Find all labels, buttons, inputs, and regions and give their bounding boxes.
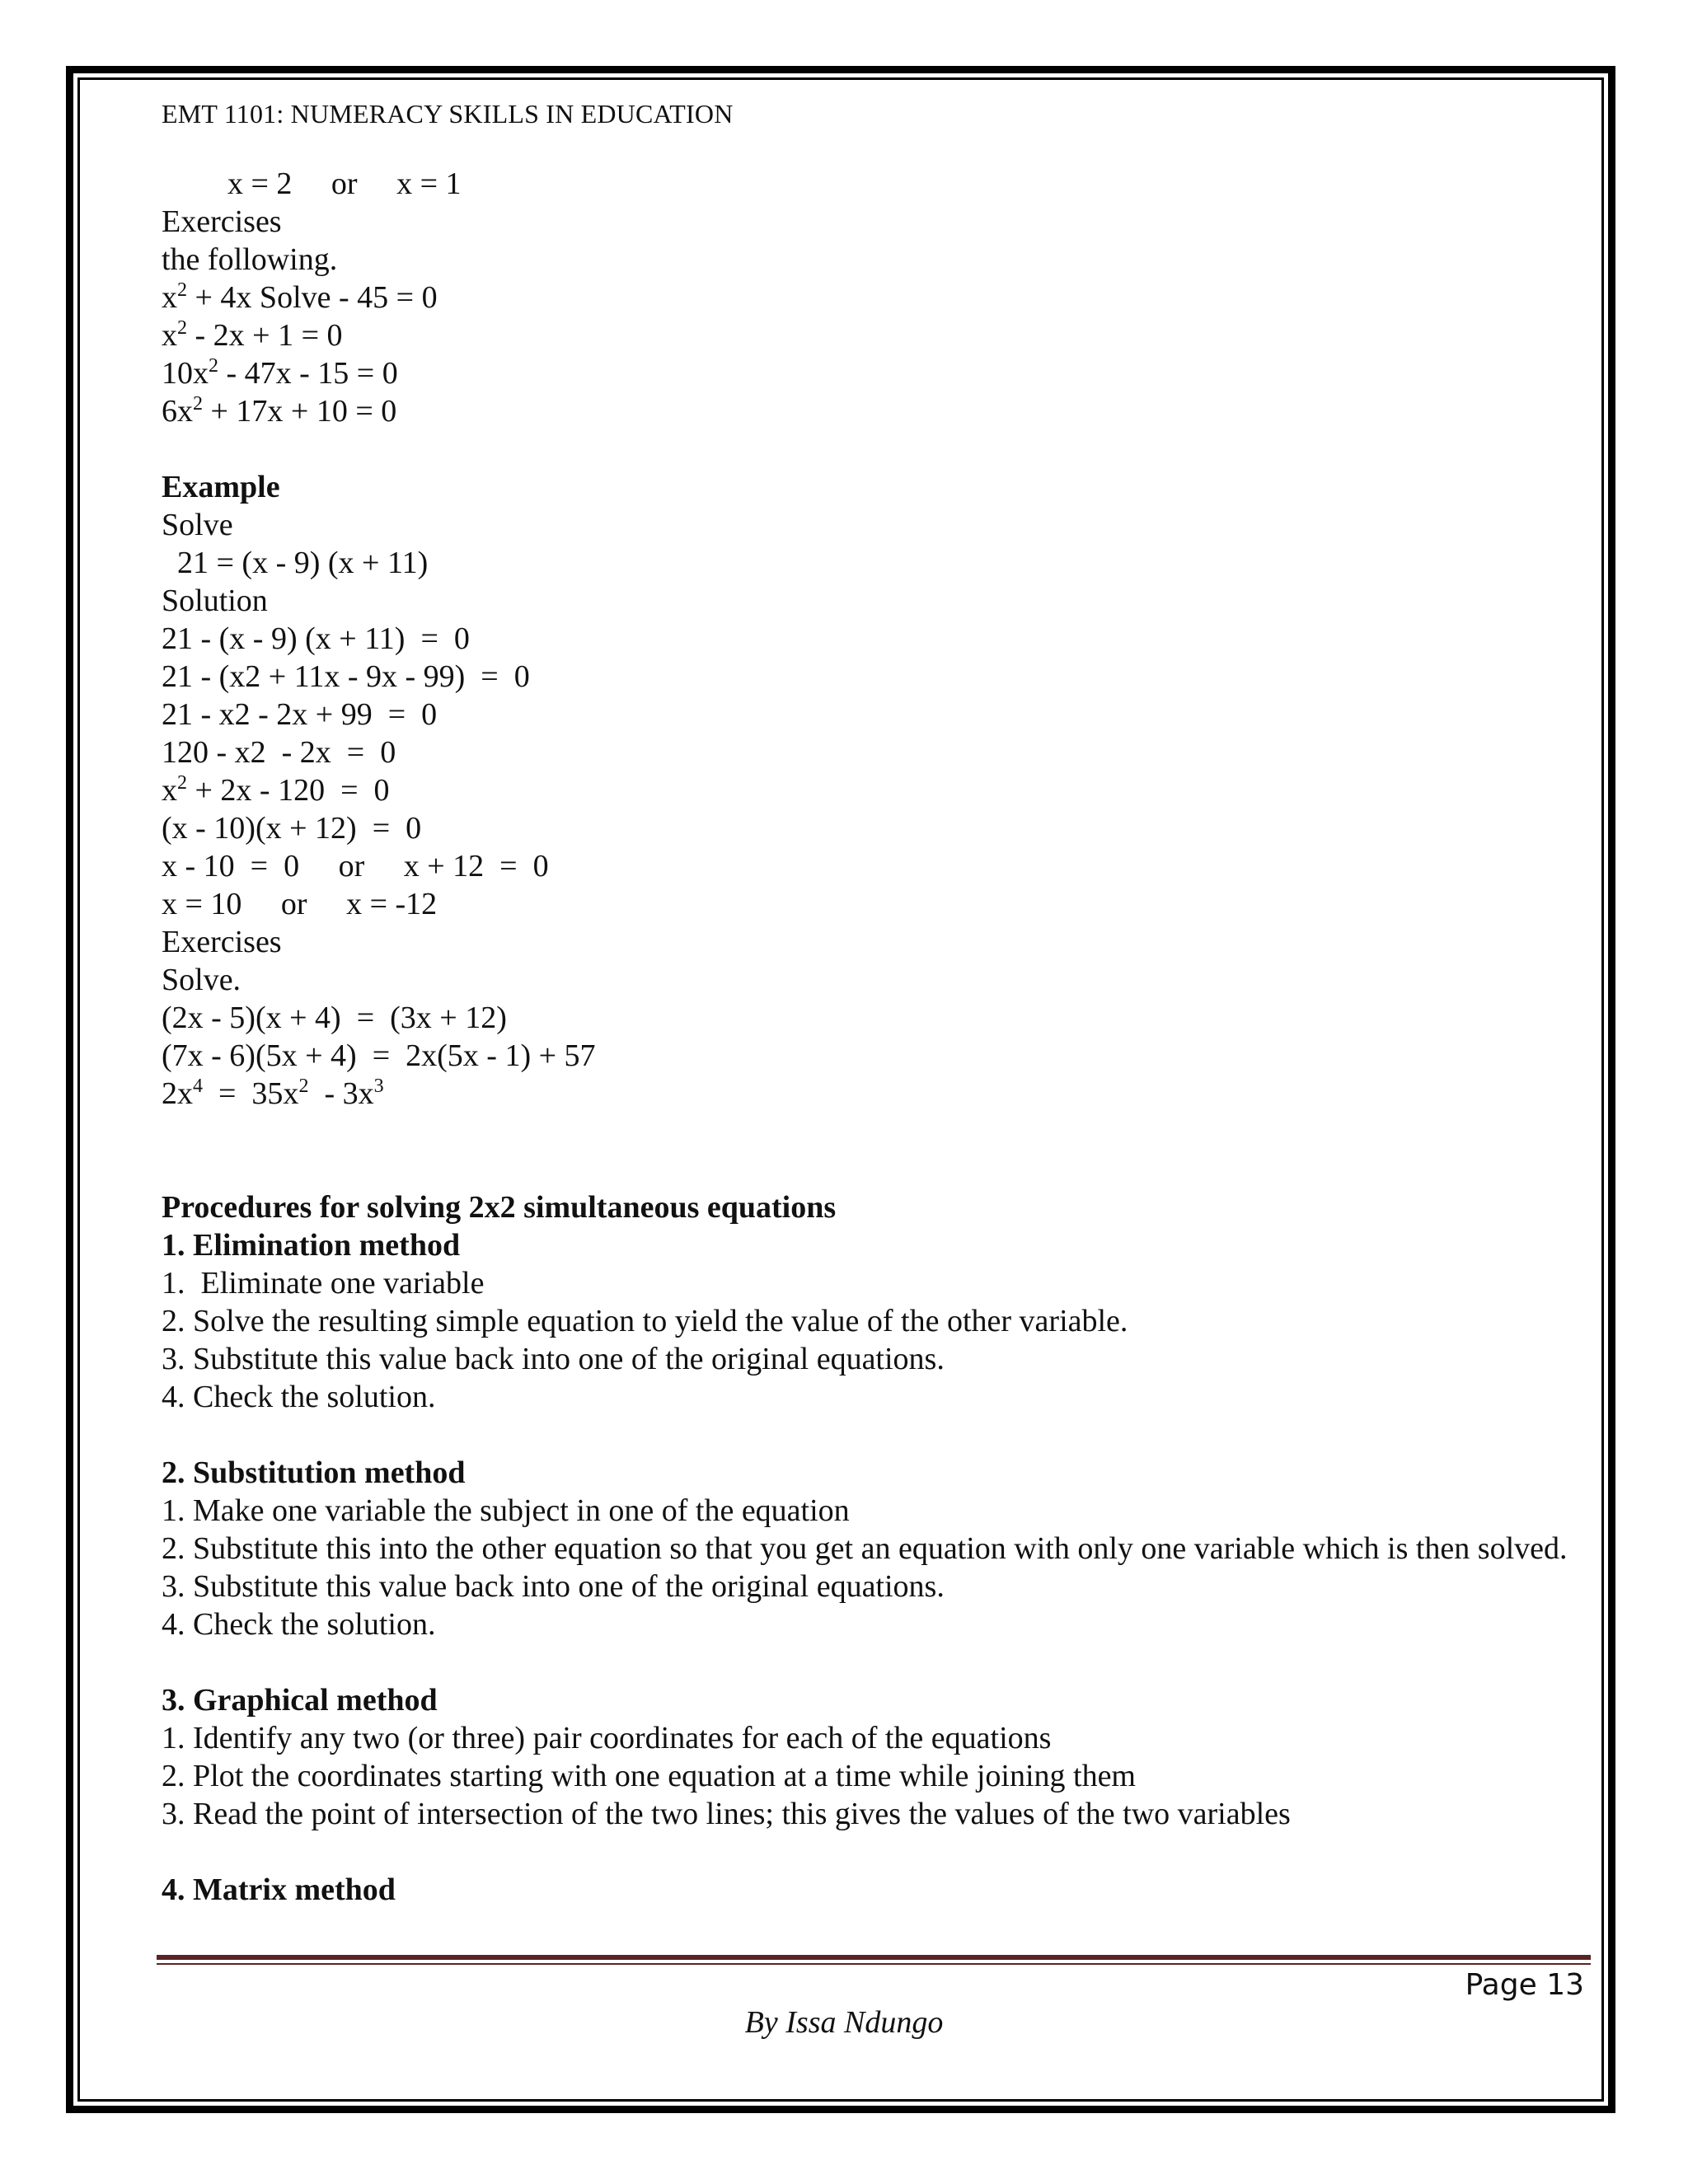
procedure-step: 3. Substitute this value back into one of the original equations. bbox=[162, 1569, 945, 1604]
solution-step: 21 - x2 - 2x + 99 = 0 bbox=[162, 697, 438, 732]
solution-step: $x^2 + 2x - 120 = 0$ bbox=[162, 772, 390, 808]
exercises-label: Exercises bbox=[162, 204, 282, 239]
procedure-step: 2. Solve the resulting simple equation to yield the value of the other variable. bbox=[162, 1304, 1128, 1338]
procedure-step: 1. Identify any two (or three) pair coordinates for each of the equations bbox=[162, 1721, 1052, 1755]
exercise-instruction: Solve. bbox=[162, 963, 241, 997]
exercise-item: (2x - 5)(x + 4) = (3x + 12) bbox=[162, 1001, 507, 1035]
procedure-step: 3. Read the point of intersection of the two lines; this gives the values of the two variables bbox=[162, 1797, 1291, 1831]
procedure-step: 3. Substitute this value back into one of the original equations. bbox=[162, 1342, 945, 1376]
procedure-step: 2. Plot the coordinates starting with one equation at a time while joining them bbox=[162, 1759, 1136, 1793]
exercise-item: $x^2 + 4x$ Solve - 45 = 0 bbox=[162, 279, 438, 315]
procedure-step: 2. Substitute this into the other equation so that you get an equation with only one variable which is then solved. bbox=[162, 1531, 1568, 1566]
procedure-step: 4. Check the solution. bbox=[162, 1607, 436, 1642]
example-heading: Example bbox=[162, 470, 280, 504]
result-line: x = 2 or x = 1 bbox=[227, 166, 462, 201]
solution-step: 21 - (x - 9) (x + 11) = 0 bbox=[162, 621, 470, 656]
elimination-heading: 1. Elimination method bbox=[162, 1228, 461, 1263]
exercise-item: $x^2 - 2x + 1 = 0$ bbox=[162, 317, 343, 353]
page-number: Page 13 bbox=[1465, 1968, 1584, 2002]
graphical-heading: 3. Graphical method bbox=[162, 1683, 438, 1718]
solve-label: Solve bbox=[162, 508, 233, 542]
footer-rule-thin bbox=[157, 1963, 1591, 1965]
exercise-item: $6x^2 + 17x + 10 = 0$ bbox=[162, 393, 397, 429]
procedure-step: 4. Check the solution. bbox=[162, 1380, 436, 1414]
solution-label: Solution bbox=[162, 583, 268, 618]
solution-step: 21 - (x2 + 11x - 9x - 99) = 0 bbox=[162, 659, 530, 694]
exercise-item: $2x^4 = 35x^2 - 3x^3$ bbox=[162, 1076, 384, 1111]
exercises-label: Exercises bbox=[162, 925, 282, 959]
procedure-step: 1. Make one variable the subject in one of the equation bbox=[162, 1493, 850, 1528]
solution-step: x = 10 or x = -12 bbox=[162, 887, 438, 921]
page-header: EMT 1101: NUMERACY SKILLS IN EDUCATION bbox=[162, 99, 734, 129]
substitution-heading: 2. Substitution method bbox=[162, 1455, 466, 1490]
matrix-heading: 4. Matrix method bbox=[162, 1872, 396, 1907]
procedures-heading: Procedures for solving 2x2 simultaneous equations bbox=[162, 1190, 837, 1225]
example-equation: 21 = (x - 9) (x + 11) bbox=[162, 546, 429, 580]
footer-rule bbox=[157, 1955, 1591, 1960]
page-content bbox=[162, 165, 1587, 1909]
solution-step: (x - 10)(x + 12) = 0 bbox=[162, 811, 422, 846]
solution-step: x - 10 = 0 or x + 12 = 0 bbox=[162, 849, 549, 883]
exercise-instruction: the following. bbox=[162, 242, 338, 277]
footer-author: By Issa Ndungo bbox=[744, 2005, 944, 2040]
solution-step: 120 - x2 - 2x = 0 bbox=[162, 735, 396, 770]
exercise-item: $10x^2 - 47x - 15 = 0$ bbox=[162, 355, 398, 391]
procedure-step: 1. Eliminate one variable bbox=[162, 1266, 485, 1301]
exercise-item: (7x - 6)(5x + 4) = 2x(5x - 1) + 57 bbox=[162, 1038, 596, 1073]
